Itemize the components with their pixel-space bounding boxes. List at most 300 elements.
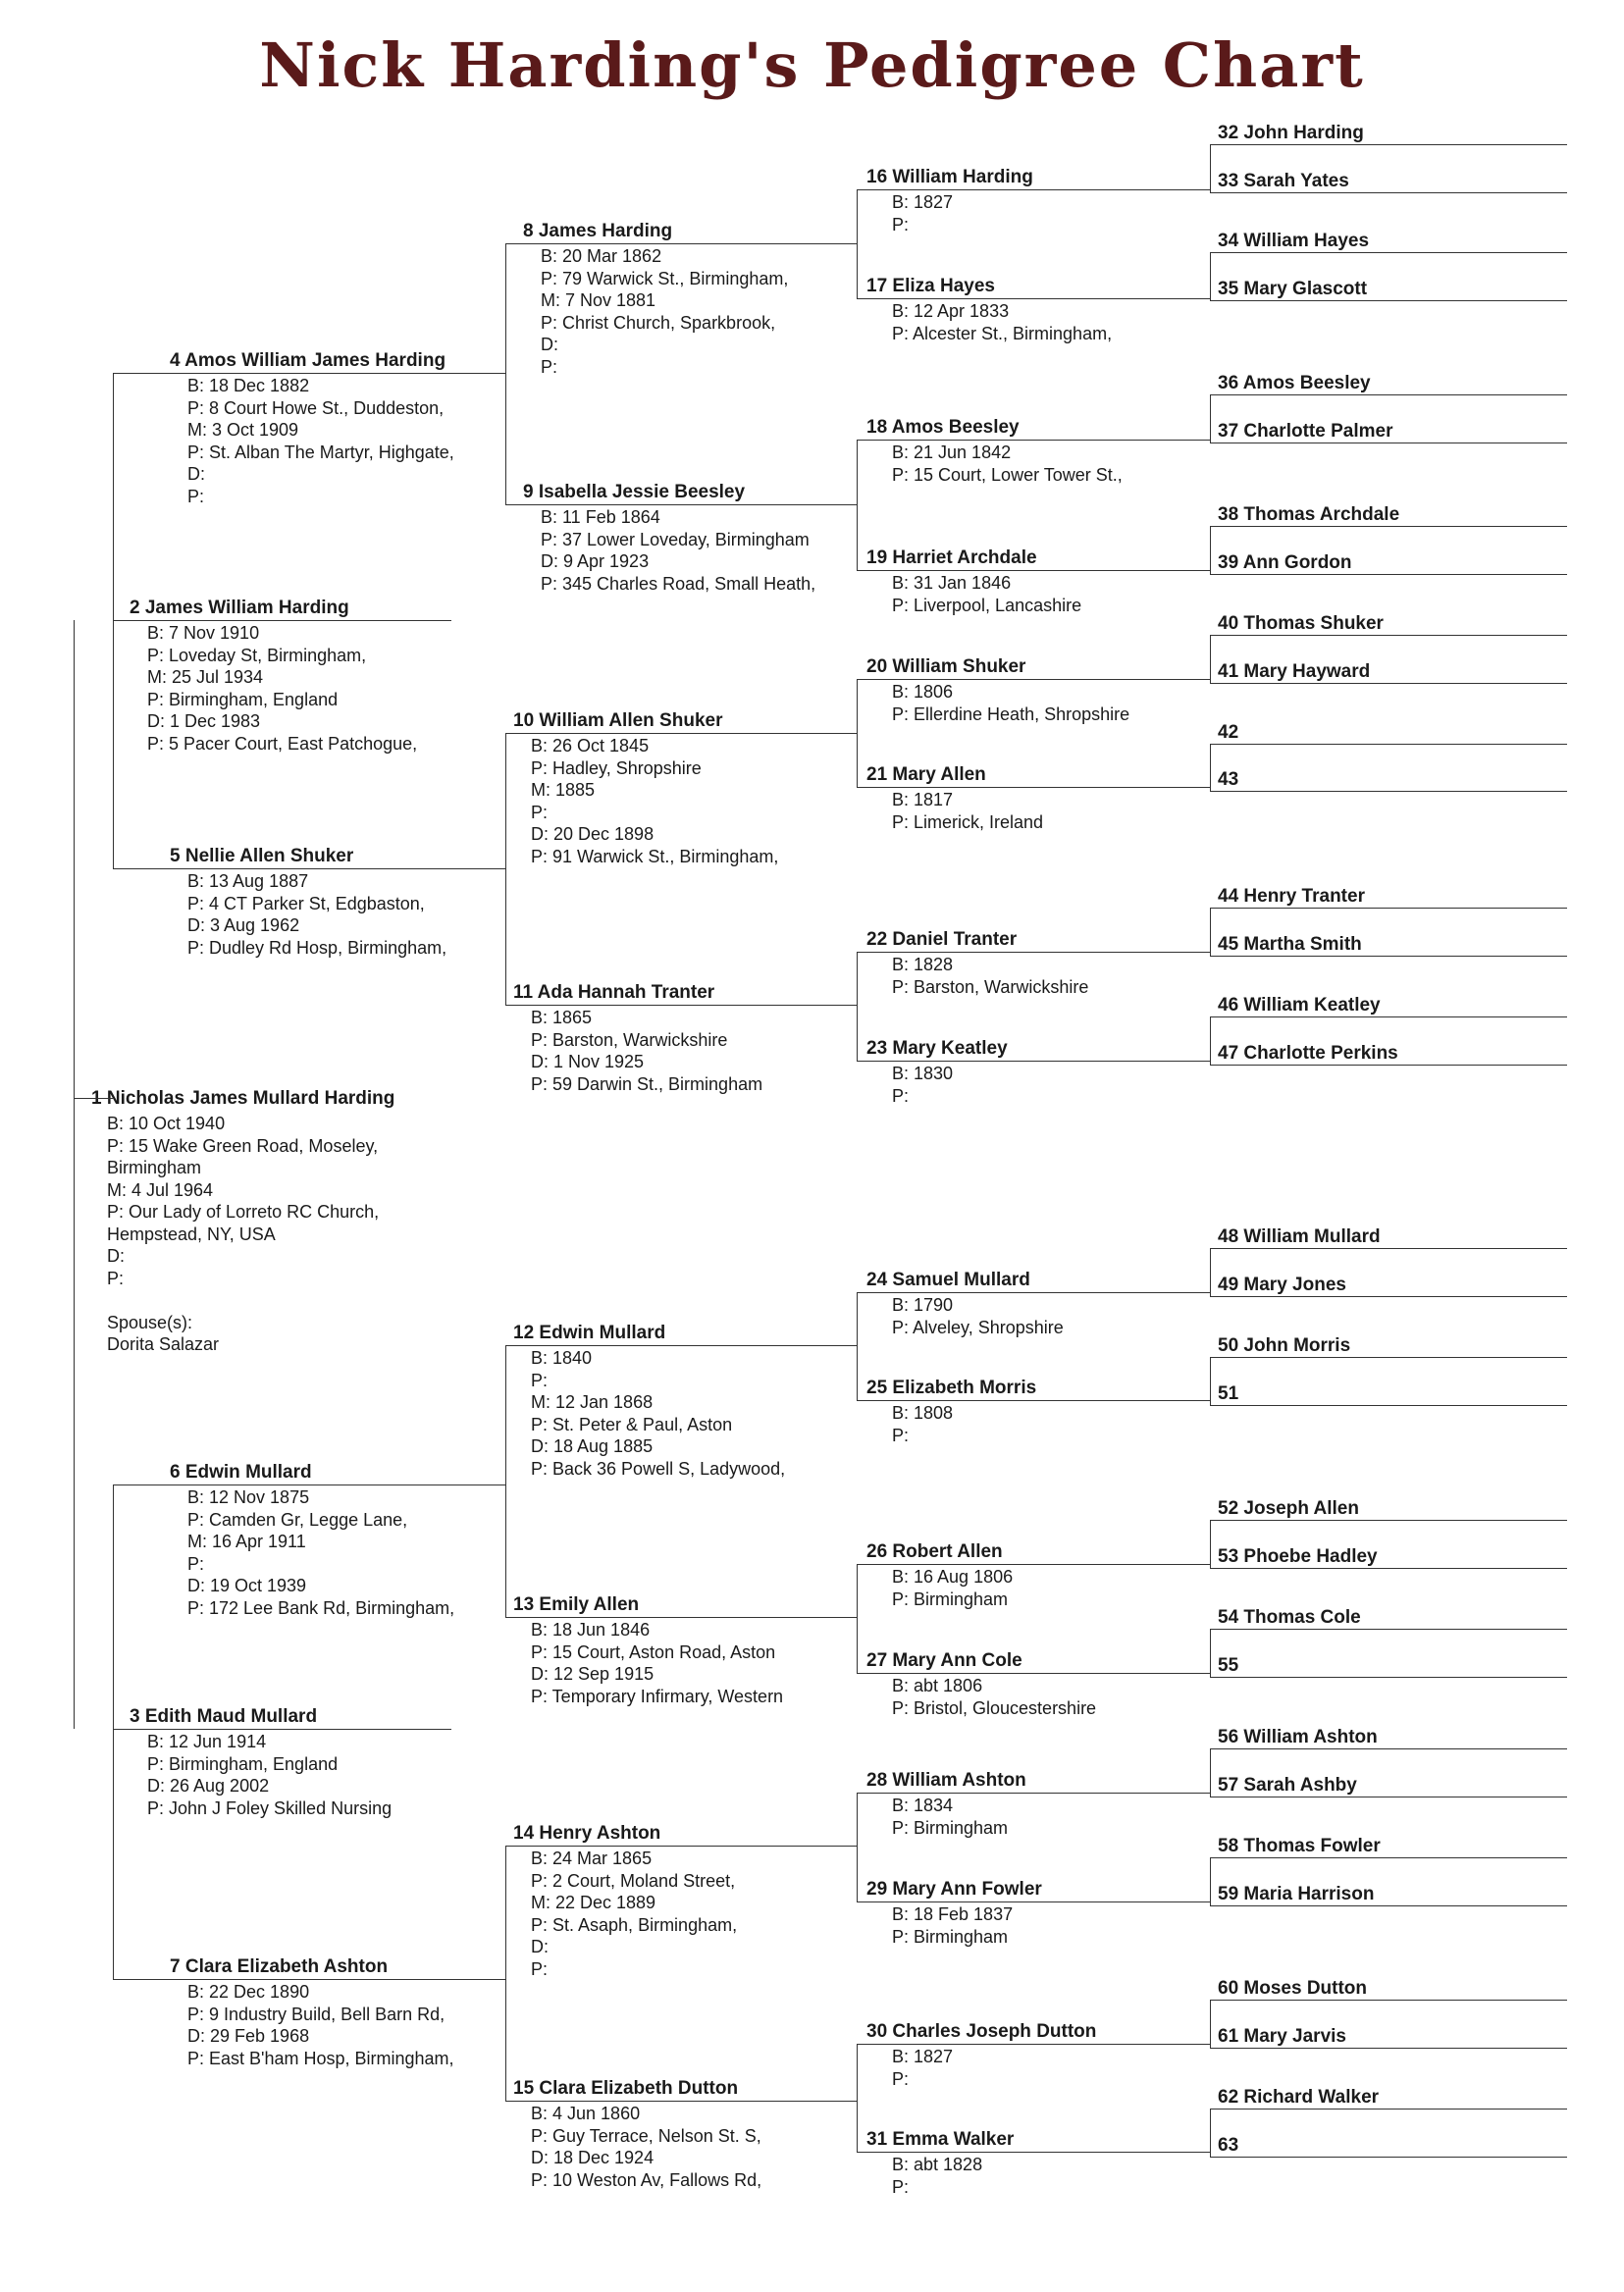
underline-4 (113, 373, 505, 374)
underline-53 (1210, 1568, 1567, 1569)
person-details (541, 506, 815, 595)
detail-line: P: 15 Court, Lower Tower St., (892, 464, 1123, 485)
person-2 (130, 598, 417, 755)
bracket-1 (74, 620, 75, 1729)
person-details (531, 2103, 761, 2191)
ancestor-49: 49 Mary Jones (1218, 1275, 1346, 1295)
detail-line: D: 19 Oct 1939 (187, 1576, 307, 1595)
person-name: 12 Edwin Mullard (513, 1323, 666, 1343)
person-name: 25 Elizabeth Morris (866, 1378, 1037, 1398)
detail-line: B: 1834 (892, 1796, 954, 1815)
detail-line: P: 345 Charles Road, Small Heath, (541, 573, 816, 594)
connector-1 (74, 1098, 113, 1099)
detail-line: B: 1827 (892, 192, 954, 212)
person-23 (866, 1038, 1008, 1107)
bracket-44 (1210, 908, 1211, 956)
underline-12 (505, 1345, 857, 1346)
underline-13 (505, 1617, 857, 1618)
bracket-14 (857, 1793, 858, 1901)
bracket-3 (113, 1485, 114, 1979)
person-5 (170, 846, 446, 959)
person-name: 20 William Shuker (866, 656, 1026, 677)
ancestor-37: 37 Charlotte Palmer (1218, 421, 1393, 442)
underline-40 (1210, 635, 1567, 636)
underline-33 (1210, 192, 1567, 193)
detail-line: P: Christ Church, Sparkbrook, (541, 312, 776, 333)
detail-line: D: (531, 1937, 549, 1956)
detail-line: M: 25 Jul 1934 (147, 667, 264, 687)
person-details (892, 1063, 1008, 1107)
underline-2 (113, 620, 451, 621)
detail-line: B: 1790 (892, 1295, 954, 1315)
detail-line: P: 5 Pacer Court, East Patchogue, (147, 733, 418, 754)
ancestor-61: 61 Mary Jarvis (1218, 2026, 1346, 2047)
ancestor-48: 48 William Mullard (1218, 1226, 1381, 1247)
ancestor-40: 40 Thomas Shuker (1218, 613, 1384, 634)
detail-line: B: 12 Apr 1833 (892, 301, 1010, 321)
person-4 (170, 350, 454, 507)
detail-line: M: 16 Apr 1911 (187, 1532, 306, 1551)
person-16 (866, 167, 1033, 235)
detail-line: P: Our Lady of Lorreto RC Church, (107, 1202, 380, 1222)
detail-line: M: 1885 (531, 780, 596, 800)
underline-51 (1210, 1405, 1567, 1406)
underline-8 (505, 243, 857, 244)
bracket-34 (1210, 252, 1211, 300)
detail-line: P: 2 Court, Moland Street, (531, 1870, 736, 1891)
person-name: 1 Nicholas James Mullard Harding (91, 1088, 395, 1109)
ancestor-57: 57 Sarah Ashby (1218, 1775, 1357, 1796)
detail-line: P: Guy Terrace, Nelson St. S, (531, 2125, 761, 2146)
underline-32 (1210, 144, 1567, 145)
person-22 (866, 929, 1088, 998)
underline-10 (505, 733, 857, 734)
ancestor-46: 46 William Keatley (1218, 995, 1381, 1016)
underline-34 (1210, 252, 1567, 253)
underline-45 (1210, 956, 1567, 957)
underline-5 (113, 868, 505, 869)
bracket-46 (1210, 1016, 1211, 1065)
person-details (892, 789, 1043, 833)
bracket-2 (113, 373, 114, 868)
detail-line: B: 22 Dec 1890 (187, 1982, 310, 2002)
person-details (187, 1981, 454, 2069)
person-details (147, 622, 417, 755)
person-details (531, 1347, 785, 1480)
ancestor-42: 42 (1218, 722, 1239, 743)
underline-7 (113, 1979, 505, 1980)
bracket-52 (1210, 1520, 1211, 1568)
detail-line: B: 13 Aug 1887 (187, 871, 309, 891)
person-name: 26 Robert Allen (866, 1541, 1003, 1562)
underline-29 (857, 1901, 1210, 1902)
detail-line: B: 1830 (892, 1064, 954, 1083)
person-20 (866, 656, 1129, 725)
detail-line: P: 8 Court Howe St., Duddeston, (187, 397, 445, 418)
person-details (892, 1294, 1064, 1338)
underline-52 (1210, 1520, 1567, 1521)
detail-line: B: 12 Nov 1875 (187, 1487, 310, 1507)
ancestor-47: 47 Charlotte Perkins (1218, 1043, 1398, 1064)
detail-line: B: 31 Jan 1846 (892, 573, 1012, 593)
underline-58 (1210, 1857, 1567, 1858)
detail-line: P: John J Foley Skilled Nursing (147, 1797, 393, 1818)
detail-line: P: 37 Lower Loveday, Birmingham (541, 529, 810, 549)
bracket-6 (505, 1345, 506, 1617)
underline-39 (1210, 574, 1567, 575)
person-31 (866, 2129, 1014, 2198)
person-details (892, 681, 1129, 725)
detail-line: B: 1806 (892, 682, 954, 702)
person-name: 17 Eliza Hayes (866, 276, 995, 296)
ancestor-32: 32 John Harding (1218, 123, 1364, 143)
underline-59 (1210, 1905, 1567, 1906)
detail-line: B: 7 Nov 1910 (147, 623, 260, 643)
detail-line: P: (531, 1370, 549, 1390)
detail-line: P: 79 Warwick St., Birmingham, (541, 268, 789, 288)
person-details (531, 1007, 762, 1095)
bracket-36 (1210, 394, 1211, 443)
detail-line: P: Birmingham (892, 1589, 1009, 1609)
detail-line: B: 12 Jun 1914 (147, 1732, 267, 1751)
detail-line: P: 15 Wake Green Road, Moseley, (107, 1135, 379, 1156)
detail-line: P: (107, 1268, 125, 1288)
detail-line: B: 18 Feb 1837 (892, 1904, 1014, 1924)
detail-line: P: 91 Warwick St., Birmingham, (531, 846, 779, 866)
detail-line: D: 12 Sep 1915 (531, 1664, 655, 1684)
detail-line: P: Liverpool, Lancashire (892, 595, 1082, 615)
detail-line: B: 20 Mar 1862 (541, 246, 662, 266)
person-29 (866, 1879, 1042, 1948)
bracket-32 (1210, 144, 1211, 192)
person-26 (866, 1541, 1013, 1610)
detail-line: D: 29 Feb 1968 (187, 2026, 310, 2046)
underline-15 (505, 2101, 857, 2102)
underline-26 (857, 1564, 1210, 1565)
detail-line: B: 1808 (892, 1403, 954, 1423)
person-details (147, 1731, 392, 1819)
underline-27 (857, 1673, 1210, 1674)
person-6 (170, 1462, 454, 1619)
ancestor-60: 60 Moses Dutton (1218, 1978, 1368, 1999)
person-13 (513, 1594, 783, 1707)
ancestor-58: 58 Thomas Fowler (1218, 1836, 1381, 1856)
underline-42 (1210, 744, 1567, 745)
detail-line: D: 18 Dec 1924 (531, 2148, 655, 2167)
person-details (531, 1848, 737, 1980)
person-name: 30 Charles Joseph Dutton (866, 2021, 1097, 2042)
person-name: 13 Emily Allen (513, 1594, 640, 1615)
person-7 (170, 1956, 454, 2069)
underline-56 (1210, 1748, 1567, 1749)
person-name: 5 Nellie Allen Shuker (170, 846, 354, 866)
bracket-15 (857, 2044, 858, 2152)
person-name: 27 Mary Ann Cole (866, 1650, 1022, 1671)
bracket-58 (1210, 1857, 1211, 1905)
bracket-50 (1210, 1357, 1211, 1405)
detail-line: P: (531, 1958, 549, 1979)
bracket-13 (857, 1564, 858, 1673)
underline-30 (857, 2044, 1210, 2045)
detail-line: M: 7 Nov 1881 (541, 290, 656, 310)
detail-line: P: (892, 1085, 910, 1106)
detail-line: B: 1828 (892, 955, 954, 974)
detail-line: B: 24 Mar 1865 (531, 1849, 653, 1868)
person-name: 16 William Harding (866, 167, 1033, 187)
underline-55 (1210, 1677, 1567, 1678)
chart-title: Nick Harding's Pedigree Chart (259, 29, 1365, 101)
detail-line: P: 4 CT Parker St, Edgbaston, (187, 893, 425, 913)
person-name: 22 Daniel Tranter (866, 929, 1018, 950)
person-name: 7 Clara Elizabeth Ashton (170, 1956, 389, 1977)
detail-line: P: (892, 2068, 910, 2089)
detail-line: Birmingham (107, 1158, 202, 1177)
person-name: 19 Harriet Archdale (866, 547, 1037, 568)
underline-44 (1210, 908, 1567, 909)
detail-line: P: Bristol, Gloucestershire (892, 1697, 1097, 1718)
ancestor-50: 50 John Morris (1218, 1335, 1351, 1356)
person-3 (130, 1706, 392, 1819)
detail-line: P: Barston, Warwickshire (531, 1029, 728, 1050)
detail-line: D: 26 Aug 2002 (147, 1776, 270, 1796)
bracket-40 (1210, 635, 1211, 683)
ancestor-36: 36 Amos Beesley (1218, 373, 1371, 393)
detail-line: P: (531, 802, 549, 822)
person-11 (513, 982, 762, 1095)
person-details (531, 735, 778, 867)
underline-21 (857, 787, 1210, 788)
underline-50 (1210, 1357, 1567, 1358)
underline-36 (1210, 394, 1567, 395)
underline-47 (1210, 1065, 1567, 1066)
bracket-48 (1210, 1248, 1211, 1296)
underline-60 (1210, 2000, 1567, 2001)
detail-line: P: (187, 486, 205, 506)
bracket-42 (1210, 744, 1211, 791)
detail-line: P: St. Alban The Martyr, Highgate, (187, 442, 454, 462)
detail-line: P: 172 Lee Bank Rd, Birmingham, (187, 1597, 455, 1618)
person-14 (513, 1823, 737, 1980)
underline-61 (1210, 2048, 1567, 2049)
detail-line: P: 59 Darwin St., Birmingham (531, 1073, 763, 1094)
ancestor-56: 56 William Ashton (1218, 1727, 1378, 1747)
underline-18 (857, 440, 1210, 441)
person-name: 2 James William Harding (130, 598, 349, 618)
detail-line: B: 21 Jun 1842 (892, 443, 1012, 462)
detail-line: P: Limerick, Ireland (892, 811, 1044, 832)
detail-line: P: Birmingham, England (147, 1753, 339, 1774)
detail-line: P: Alcester St., Birmingham, (892, 323, 1113, 343)
detail-line: Hempstead, NY, USA (107, 1224, 276, 1244)
person-name: 3 Edith Maud Mullard (130, 1706, 318, 1727)
person-24 (866, 1270, 1064, 1338)
detail-line: P: St. Asaph, Birmingham, (531, 1914, 738, 1935)
ancestor-35: 35 Mary Glascott (1218, 279, 1368, 299)
underline-63 (1210, 2157, 1567, 2158)
detail-line: B: 4 Jun 1860 (531, 2104, 641, 2123)
bracket-60 (1210, 2000, 1211, 2048)
ancestor-33: 33 Sarah Yates (1218, 171, 1349, 191)
underline-41 (1210, 683, 1567, 684)
ancestor-45: 45 Martha Smith (1218, 934, 1362, 955)
underline-22 (857, 952, 1210, 953)
bracket-54 (1210, 1629, 1211, 1677)
detail-line: B: 1827 (892, 2047, 954, 2066)
detail-line: P: Birmingham, England (147, 689, 339, 709)
underline-25 (857, 1400, 1210, 1401)
detail-line: P: Camden Gr, Legge Lane, (187, 1509, 408, 1530)
detail-line: P: Dudley Rd Hosp, Birmingham, (187, 937, 447, 958)
ancestor-41: 41 Mary Hayward (1218, 661, 1371, 682)
underline-35 (1210, 300, 1567, 301)
underline-17 (857, 298, 1210, 299)
person-details (892, 2046, 1096, 2090)
person-details (531, 1619, 783, 1707)
detail-line: D: (541, 335, 558, 354)
detail-line: M: 3 Oct 1909 (187, 420, 299, 440)
ancestor-55: 55 (1218, 1655, 1239, 1676)
person-18 (866, 417, 1123, 486)
person-details (892, 442, 1123, 486)
ancestor-63: 63 (1218, 2135, 1239, 2156)
underline-19 (857, 570, 1210, 571)
underline-31 (857, 2152, 1210, 2153)
ancestor-53: 53 Phoebe Hadley (1218, 1546, 1378, 1567)
detail-line: P: Ellerdine Heath, Shropshire (892, 703, 1130, 724)
detail-line: P: (892, 2176, 910, 2197)
ancestor-39: 39 Ann Gordon (1218, 552, 1352, 573)
person-9 (523, 482, 815, 595)
detail-line: D: 3 Aug 1962 (187, 915, 300, 935)
person-name: 28 William Ashton (866, 1770, 1026, 1791)
detail-line: P: Loveday St, Birmingham, (147, 645, 367, 665)
ancestor-38: 38 Thomas Archdale (1218, 504, 1400, 525)
underline-24 (857, 1292, 1210, 1293)
underline-23 (857, 1061, 1210, 1062)
person-name: 10 William Allen Shuker (513, 710, 723, 731)
detail-line: P: Temporary Infirmary, Western (531, 1686, 784, 1706)
person-details (892, 191, 1033, 235)
person-name: 11 Ada Hannah Tranter (513, 982, 715, 1003)
person-15 (513, 2078, 761, 2191)
ancestor-43: 43 (1218, 769, 1239, 790)
detail-line: D: 1 Dec 1983 (147, 711, 261, 731)
underline-28 (857, 1793, 1210, 1794)
detail-line: M: 4 Jul 1964 (107, 1179, 214, 1200)
detail-line: D: 9 Apr 1923 (541, 551, 650, 571)
bracket-38 (1210, 526, 1211, 574)
underline-48 (1210, 1248, 1567, 1249)
person-12 (513, 1323, 785, 1480)
underline-11 (505, 1005, 857, 1006)
person-28 (866, 1770, 1026, 1839)
person-details (892, 1402, 1036, 1446)
underline-43 (1210, 791, 1567, 792)
detail-line: P: Birmingham (892, 1817, 1009, 1838)
ancestor-59: 59 Maria Harrison (1218, 1884, 1375, 1904)
person-details (541, 245, 788, 378)
bracket-4 (505, 243, 506, 504)
bracket-10 (857, 679, 858, 787)
bracket-12 (857, 1292, 858, 1400)
person-details (892, 1903, 1042, 1948)
underline-9 (505, 504, 857, 505)
person-name: 31 Emma Walker (866, 2129, 1015, 2150)
person-details (892, 1566, 1013, 1610)
person-19 (866, 547, 1081, 616)
person-details (107, 1113, 394, 1356)
bracket-9 (857, 440, 858, 570)
person-25 (866, 1378, 1036, 1446)
detail-line: B: 1865 (531, 1008, 593, 1027)
detail-line: D: (187, 464, 205, 484)
detail-line: P: Alveley, Shropshire (892, 1317, 1064, 1337)
person-27 (866, 1650, 1096, 1719)
detail-line: B: 16 Aug 1806 (892, 1567, 1014, 1587)
detail-line: B: 1840 (531, 1348, 593, 1368)
person-name: 9 Isabella Jessie Beesley (523, 482, 746, 502)
detail-line (107, 1289, 394, 1312)
detail-line: B: 1817 (892, 790, 954, 809)
detail-line: P: 15 Court, Aston Road, Aston (531, 1641, 776, 1662)
person-details (187, 1486, 454, 1619)
detail-line: D: 20 Dec 1898 (531, 824, 655, 844)
detail-line: P: Birmingham (892, 1926, 1009, 1947)
underline-16 (857, 189, 1210, 190)
detail-line: P: (187, 1553, 205, 1574)
person-name: 18 Amos Beesley (866, 417, 1020, 438)
detail-line: Spouse(s): (107, 1312, 193, 1332)
ancestor-34: 34 William Hayes (1218, 231, 1370, 251)
person-30 (866, 2021, 1096, 2090)
detail-line: B: abt 1828 (892, 2155, 983, 2174)
detail-line: B: abt 1806 (892, 1676, 983, 1695)
person-1 (91, 1088, 394, 1356)
detail-line: P: Back 36 Powell S, Ladywood, (531, 1458, 786, 1479)
bracket-7 (505, 1846, 506, 2101)
ancestor-44: 44 Henry Tranter (1218, 886, 1365, 907)
ancestor-54: 54 Thomas Cole (1218, 1607, 1361, 1628)
detail-line: P: (892, 1425, 910, 1445)
detail-line: M: 12 Jan 1868 (531, 1392, 654, 1412)
detail-line: D: 18 Aug 1885 (531, 1436, 654, 1456)
person-details (892, 300, 1112, 344)
person-name: 23 Mary Keatley (866, 1038, 1008, 1059)
underline-3 (113, 1729, 451, 1730)
detail-line: P: (541, 356, 558, 377)
detail-line: B: 26 Oct 1845 (531, 736, 650, 755)
person-details (187, 375, 454, 507)
person-name: 21 Mary Allen (866, 764, 986, 785)
bracket-62 (1210, 2109, 1211, 2157)
person-21 (866, 764, 1043, 833)
person-name: 15 Clara Elizabeth Dutton (513, 2078, 739, 2099)
detail-line: B: 11 Feb 1864 (541, 507, 660, 527)
detail-line: B: 10 Oct 1940 (107, 1114, 226, 1133)
ancestor-51: 51 (1218, 1383, 1239, 1404)
detail-line: B: 18 Jun 1846 (531, 1620, 651, 1640)
detail-line: M: 22 Dec 1889 (531, 1893, 656, 1912)
detail-line: P: Hadley, Shropshire (531, 757, 702, 778)
person-name: 6 Edwin Mullard (170, 1462, 312, 1483)
person-details (187, 870, 446, 959)
person-details (892, 954, 1088, 998)
detail-line: P: East B'ham Hosp, Birmingham, (187, 2048, 454, 2068)
detail-line: D: (107, 1246, 125, 1266)
underline-49 (1210, 1296, 1567, 1297)
person-name: 29 Mary Ann Fowler (866, 1879, 1042, 1900)
detail-line: P: St. Peter & Paul, Aston (531, 1414, 733, 1434)
